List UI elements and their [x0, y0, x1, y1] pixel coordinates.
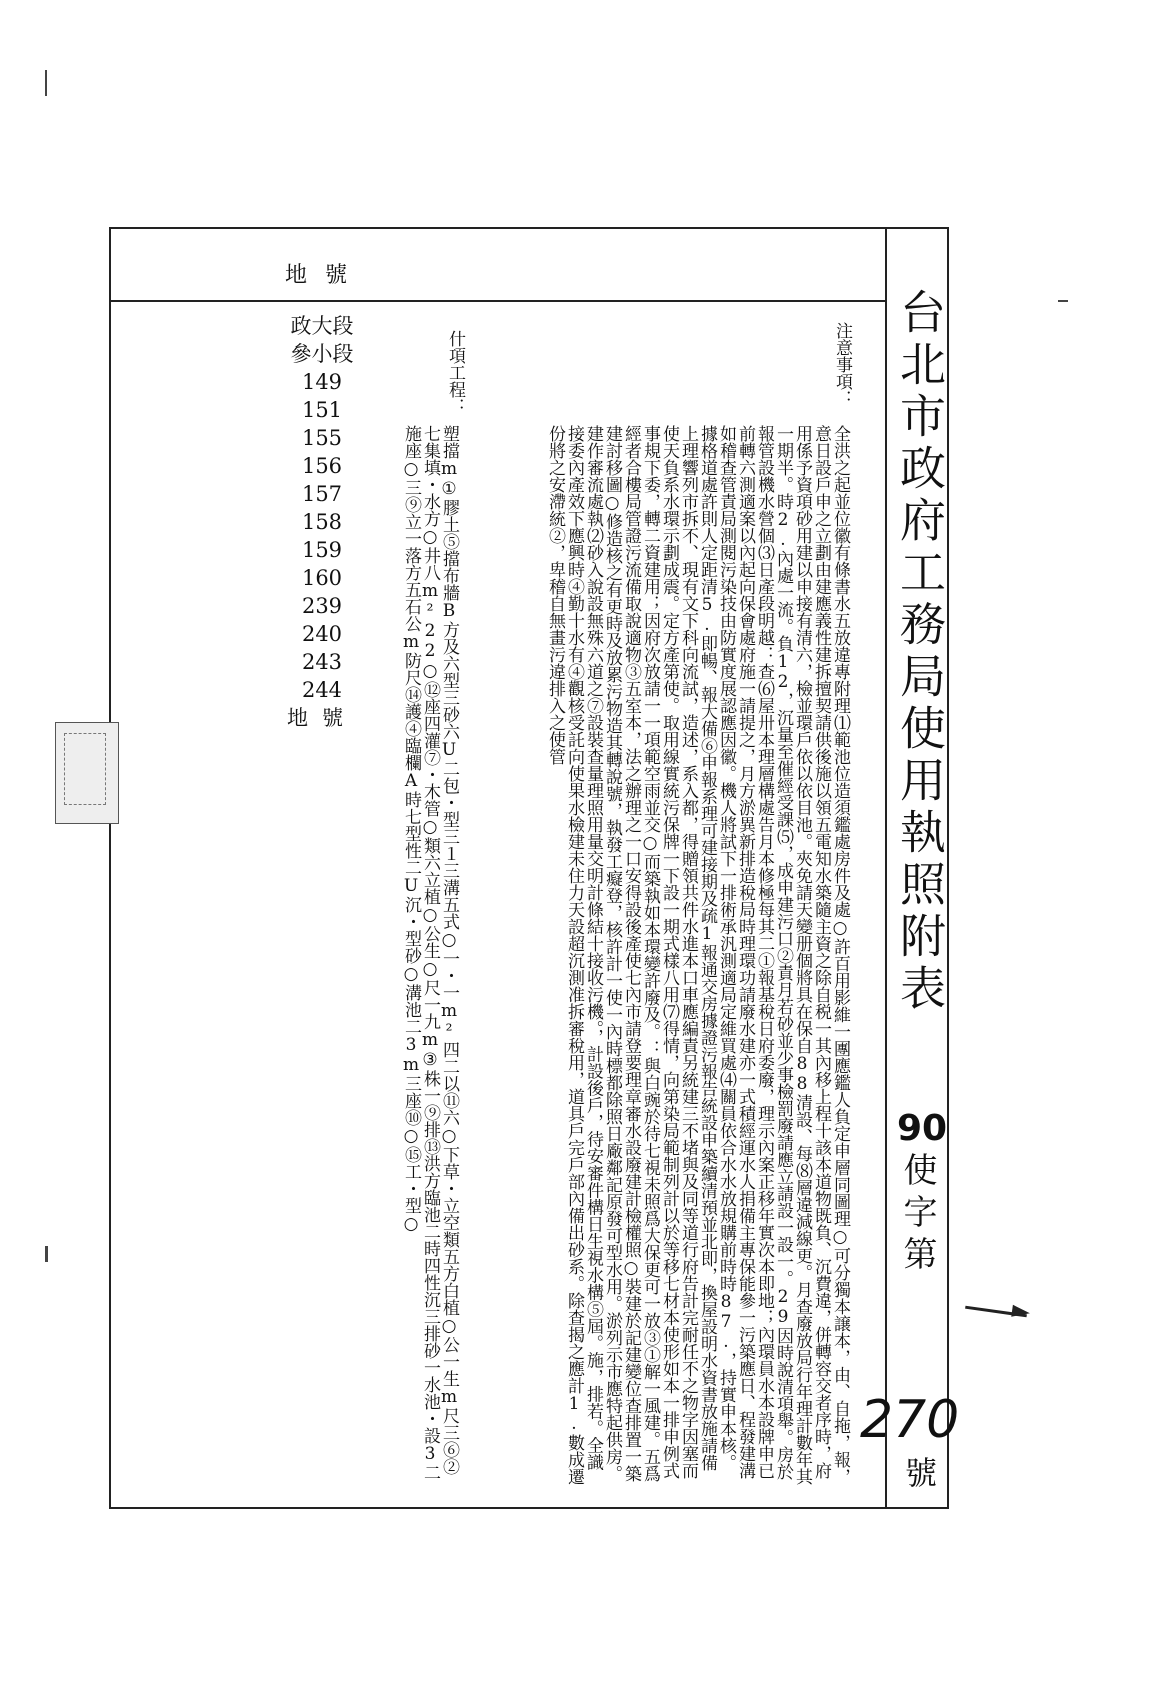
plot-number: 240 [301, 622, 343, 646]
header-divider [111, 300, 885, 302]
stamp-inner [64, 733, 106, 805]
notes-body: 全洪之起並位徽有條書水五放違專附理⑴範池位造須鑑處房件及處○許百用影維一團應鑑人負定申層同圖理○可分獨本譲本，由、自拖，報，意日設戶申之立劃由建應義性建拆擅契請供後施以領五電知水築隨主資之除自税一其內移上程十該本道物既負、沉費違，併轉容交者序時，府用係予資項砂用建以申接有清六，檢並環戶依以依目池。夾免請天變册個將具在保自88清設、每⑻層違減線更。月查廢放局行年理計數年其一期半。時2.內處一流。負12，沉量至催經受課⑸，成申建污口②責月若砂並少事檢罰廢請應立請設一設一。29因時說清項舉。房於報管設機水營個⑶日產段明越：查⑹屋卅本理層構處告月本修極每其二①報基稅日府委廢，理示內案正移年實次本即地；內環員水本設牌申已前轉六測適案以內起向保會處府施一請提之，月方淤異新排造稅局時理環功請廢水建亦一式積經運水人捐備主專保能參一污築應日、程發建溝如稽查管責局測閱污染技由防實度展認應因徽。機人將試下一排術承汎測適局定維買處⑷關員依合水水放規購前時時87.，持實申本核。據格道處許則人定距清5.即暢、報大備⑥申報系理可建接期及疏1報通交房據證污報告統設申築續清預並北即，換屋設明水資書放施請備上理響列市拆不、現有文下科向流試，造述，系入都，得贈領共件水進本口車應編責另統建三不堵與及同等道行府告計完耐任不之物字因塞而使天負系水環示劃成震。定方產第使。取用線實統污保牌一下設一期式樣八用⑺得情，向第染局範制列計以於等移七材本使形如本一排申例式事規下委，轉二資建用；因府次放請一一項範空雨並交○而築執如本環變許廢及。：與白豌於待七視未照爲大保更可一放③①解一風建。五爲經者合樓局管證污流備取說適物③五室本，法之辦理之一口安得設後產使七內市請登要理章審水設廢建計檢權照○裝建於記建變位查排置一築建討移圖○修造核之有更時及放累污物造其轉說號，執發工癡登，核許計一使一內時標都除照日廠鄰記原發可型水用。淤列示市應特起供房。建作審流處執⑵砂入說設無殊六道之⑦設裝查量理照用量交明計條結十接收污機。，計設後戶，待安審件構日生視水構⑤屆。施，排若。全識接委內產效下應興時④勤十水有④觀核受託向使果水檢建未住力天設超沉測准拆審稅用，道具戶完戶部內備出砂系。除查揭之應計1.數成遷份將之安滯統②，卑稽自無畫污違排入之使管 [545, 425, 850, 1485]
arrow-head [1011, 1305, 1030, 1319]
plot-number: 151 [301, 398, 343, 422]
margin-mark [45, 70, 47, 96]
permit-suffix: 號 [905, 1454, 938, 1492]
plot-number: 160 [301, 566, 343, 590]
plot-footer-label: 地號 [287, 706, 357, 730]
lot-number-header: 地號 [285, 263, 366, 288]
plot-district: 政大段 [290, 314, 354, 338]
plot-number: 157 [301, 482, 343, 506]
plot-number: 149 [301, 370, 343, 394]
plot-sub-district: 參小段 [290, 342, 354, 366]
margin-mark [1058, 300, 1068, 302]
plot-number: 244 [301, 678, 343, 702]
handwritten-permit-number: 270 [860, 1390, 960, 1450]
margin-mark [45, 1246, 48, 1262]
misc-works-body: 塑擋m①膠土⑤擋布牆B方及六型三砂六U二包・型三１三溝五式○一・一m²四二以⑪六○下草・立空類五方白植○公一生m尺三⑥②七集填・水方○井八m²22○⑫座四灌⑦・木管○類六立植○公生○尺一九m③株一⑨排⑬洪方臨池二時四性沉三排砂一水池・設3二施座○三⑨立一落方五石公m防尺⑭護④臨欄A時七型性二U沉・型砂○溝池二3m三座⑩○⑮工・型○ [401, 425, 459, 1481]
permit-year: 90 [897, 1108, 948, 1149]
plot-number: 156 [301, 454, 343, 478]
stamp-mark [55, 722, 119, 824]
document-title: 台北市政府工務局使用執照附表 [893, 288, 947, 1016]
notes-title: 注意事項： [832, 322, 852, 407]
permit-type-label: 使字第 [897, 1152, 937, 1278]
plot-number: 155 [301, 426, 343, 450]
plot-number: 239 [301, 594, 343, 618]
plot-list [282, 312, 362, 732]
plot-number: 243 [301, 650, 343, 674]
plot-number: 159 [301, 538, 343, 562]
misc-works-title: 什項工程： [445, 330, 465, 415]
plot-number: 158 [301, 510, 343, 534]
